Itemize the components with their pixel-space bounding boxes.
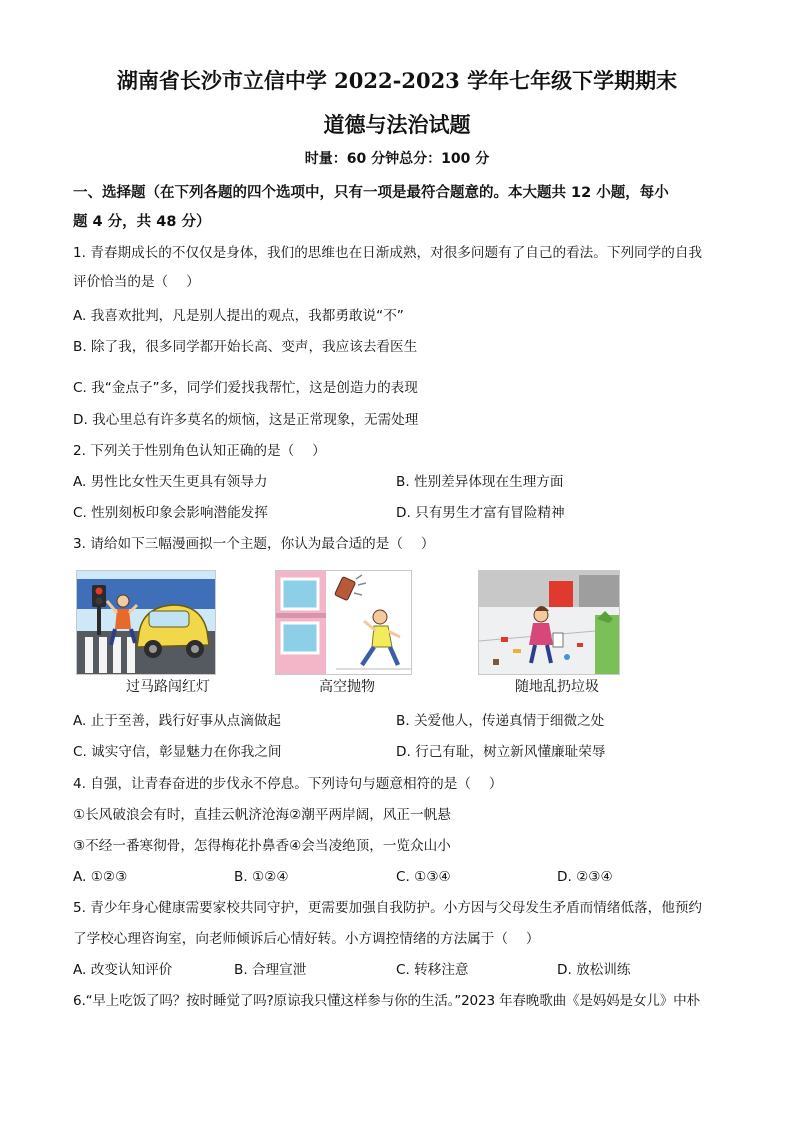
q1-option-c: C. 我“金点子”多，同学们爱找我帮忙，这是创造力的表现 bbox=[73, 380, 418, 396]
q3-option-d: D. 行己有耻，树立新风懂廉耻荣辱 bbox=[396, 744, 606, 760]
q2-option-b: B. 性别差异体现在生理方面 bbox=[396, 474, 564, 490]
comic-caption-3: 随地乱扔垃圾 bbox=[515, 679, 599, 695]
exam-meta: 时量：60 分钟总分：100 分 bbox=[304, 151, 490, 167]
q3-option-c: C. 诚实守信，彰显魅力在你我之间 bbox=[73, 744, 282, 760]
q1-stem-line1: 1. 青春期成长的不仅仅是身体，我们的思维也在日渐成熟，对很多问题有了自己的看法。下列同学的自我 bbox=[73, 245, 703, 261]
q5-option-a: A. 改变认知评价 bbox=[73, 962, 173, 978]
section-heading-line1: 一、选择题（在下列各题的四个选项中，只有一项是最符合题意的。本大题共 12 小题，每小 bbox=[73, 185, 669, 201]
q1-stem-line2: 评价恰当的是（ ） bbox=[73, 274, 200, 290]
q4-stem: 4. 自强，让青春奋进的步伐永不停息。下列诗句与题意相符的是（ ） bbox=[73, 776, 503, 792]
q5-option-c: C. 转移注意 bbox=[396, 962, 469, 978]
comic-caption-2: 高空抛物 bbox=[319, 679, 375, 695]
red-light-crossing-illustration bbox=[77, 571, 215, 674]
q1-option-d: D. 我心里总有许多莫名的烦恼，这是正常现象，无需处理 bbox=[73, 412, 419, 428]
q2-stem: 2. 下列关于性别角色认知正确的是（ ） bbox=[73, 443, 326, 459]
q4-option-a: A. ①②③ bbox=[73, 869, 128, 885]
q4-option-d: D. ②③④ bbox=[557, 869, 613, 885]
q3-stem: 3. 请给如下三幅漫画拟一个主题，你认为最合适的是（ ） bbox=[73, 536, 435, 552]
q2-option-a: A. 男性比女性天生更具有领导力 bbox=[73, 474, 268, 490]
comic-caption-1: 过马路闯红灯 bbox=[126, 679, 210, 695]
q3-option-b: B. 关爱他人，传递真情于细微之处 bbox=[396, 713, 605, 729]
comic-high-altitude-throwing bbox=[275, 570, 412, 675]
q1-option-b: B. 除了我，很多同学都开始长高、变声，我应该去看医生 bbox=[73, 339, 418, 355]
q5-stem-line1: 5. 青少年身心健康需要家校共同守护，更需要加强自我防护。小方因与父母发生矛盾而情绪低落，他预约 bbox=[73, 900, 703, 916]
q4-poems-line1: ①长风破浪会有时，直挂云帆济沧海②潮平两岸阔，风正一帆悬 bbox=[73, 807, 451, 823]
littering-illustration bbox=[479, 571, 619, 674]
q3-option-a: A. 止于至善，践行好事从点滴做起 bbox=[73, 713, 282, 729]
q5-option-d: D. 放松训练 bbox=[557, 962, 631, 978]
comic-red-light-crossing bbox=[76, 570, 216, 675]
q5-stem-line2: 了学校心理咨询室，向老师倾诉后心情好转。小方调控情绪的方法属于（ ） bbox=[73, 931, 540, 947]
q4-option-b: B. ①②④ bbox=[234, 869, 289, 885]
q6-stem-line1: 6.“早上吃饭了吗？按时睡觉了吗?原谅我只懂这样参与你的生活。”2023 年春晚歌曲《是妈妈是女儿》中朴 bbox=[73, 993, 700, 1009]
exam-title-line1: 湖南省长沙市立信中学 2022-2023 学年七年级下学期期末 bbox=[116, 68, 678, 93]
comic-littering bbox=[478, 570, 620, 675]
q4-poems-line2: ③不经一番寒彻骨，怎得梅花扑鼻香④会当凌绝顶，一览众山小 bbox=[73, 838, 451, 854]
high-altitude-throwing-illustration bbox=[276, 571, 411, 674]
q2-option-d: D. 只有男生才富有冒险精神 bbox=[396, 505, 565, 521]
q1-option-a: A. 我喜欢批判，凡是别人提出的观点，我都勇敢说“不” bbox=[73, 308, 404, 324]
q2-option-c: C. 性别刻板印象会影响潜能发挥 bbox=[73, 505, 268, 521]
section-heading-line2: 题 4 分，共 48 分） bbox=[73, 214, 211, 230]
exam-title-line2: 道德与法治试题 bbox=[323, 112, 471, 137]
q4-option-c: C. ①③④ bbox=[396, 869, 451, 885]
q5-option-b: B. 合理宣泄 bbox=[234, 962, 307, 978]
